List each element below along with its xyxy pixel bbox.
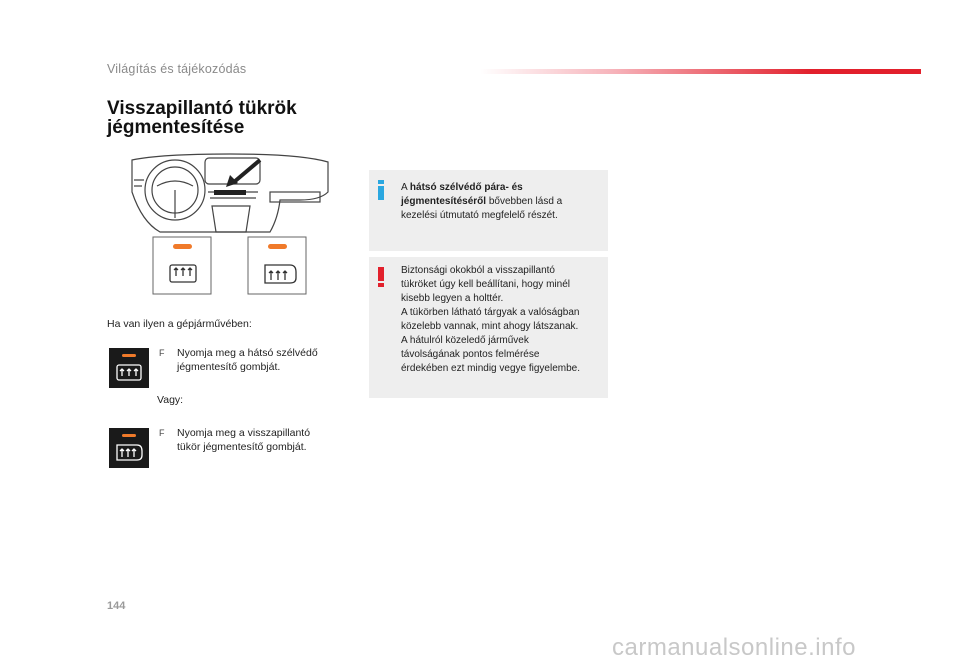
or-text: Vagy: <box>157 394 184 406</box>
intro-text: Ha van ilyen a gépjárművében: <box>107 318 252 330</box>
watermark: carmanualsonline.info <box>612 634 856 661</box>
info-bold-2: jégmentesítéséről <box>401 196 487 207</box>
warning-line: Biztonsági okokból a visszapillantó <box>401 265 555 276</box>
info-rest-1: bővebben lásd a <box>486 196 563 207</box>
dashboard-button-row <box>214 190 246 195</box>
warning-line: közelebb vannak, mint ahogy látszanak. <box>401 321 579 332</box>
warning-line: A tükörben látható tárgyak a valóságban <box>401 307 580 318</box>
warning-line: A hátulról közeledő járművek <box>401 335 529 346</box>
step-1-line-1: Nyomja meg a hátsó szélvédő <box>177 347 318 359</box>
step-2-line-1: Nyomja meg a visszapillantó <box>177 427 311 439</box>
section-title: Világítás és tájékozódás <box>107 62 247 76</box>
mirror-defrost-button-icon <box>109 428 149 468</box>
warning-line: távolságának pontos felmérése <box>401 349 540 360</box>
warning-line: tükröket úgy kell beállítani, hogy minél <box>401 279 570 290</box>
warning-line: kisebb legyen a holttér. <box>401 293 504 304</box>
step-1-line-2: jégmentesítő gombját. <box>177 361 281 373</box>
dashboard-illustration <box>130 152 330 297</box>
warning-box-text <box>401 264 606 376</box>
page-number: 144 <box>107 600 126 612</box>
page-title-line-1: Visszapillantó tükrök <box>107 98 297 119</box>
mirror-defrost-led <box>268 244 287 249</box>
rear-defrost-button-icon <box>109 348 149 388</box>
info-bold-1: hátsó szélvédő pára- és <box>409 182 523 193</box>
header-accent-bar <box>480 69 921 74</box>
step-2 <box>159 426 310 454</box>
step-2-bullet: F <box>159 428 165 438</box>
info-prefix: A <box>401 182 410 193</box>
step-1-bullet: F <box>159 348 165 358</box>
info-rest-2: kezelési útmutató megfelelő részét. <box>401 210 558 221</box>
warning-line: érdekében ezt mindig vegye figyelembe. <box>401 363 580 374</box>
step-1 <box>159 346 318 374</box>
page-title-line-2: jégmentesítése <box>107 117 245 138</box>
info-icon <box>378 180 384 200</box>
rear-defrost-led <box>173 244 192 249</box>
info-box-text <box>401 181 601 223</box>
warning-icon <box>378 267 384 287</box>
page-title <box>107 99 367 137</box>
step-2-line-2: tükör jégmentesítő gombját. <box>177 441 307 453</box>
